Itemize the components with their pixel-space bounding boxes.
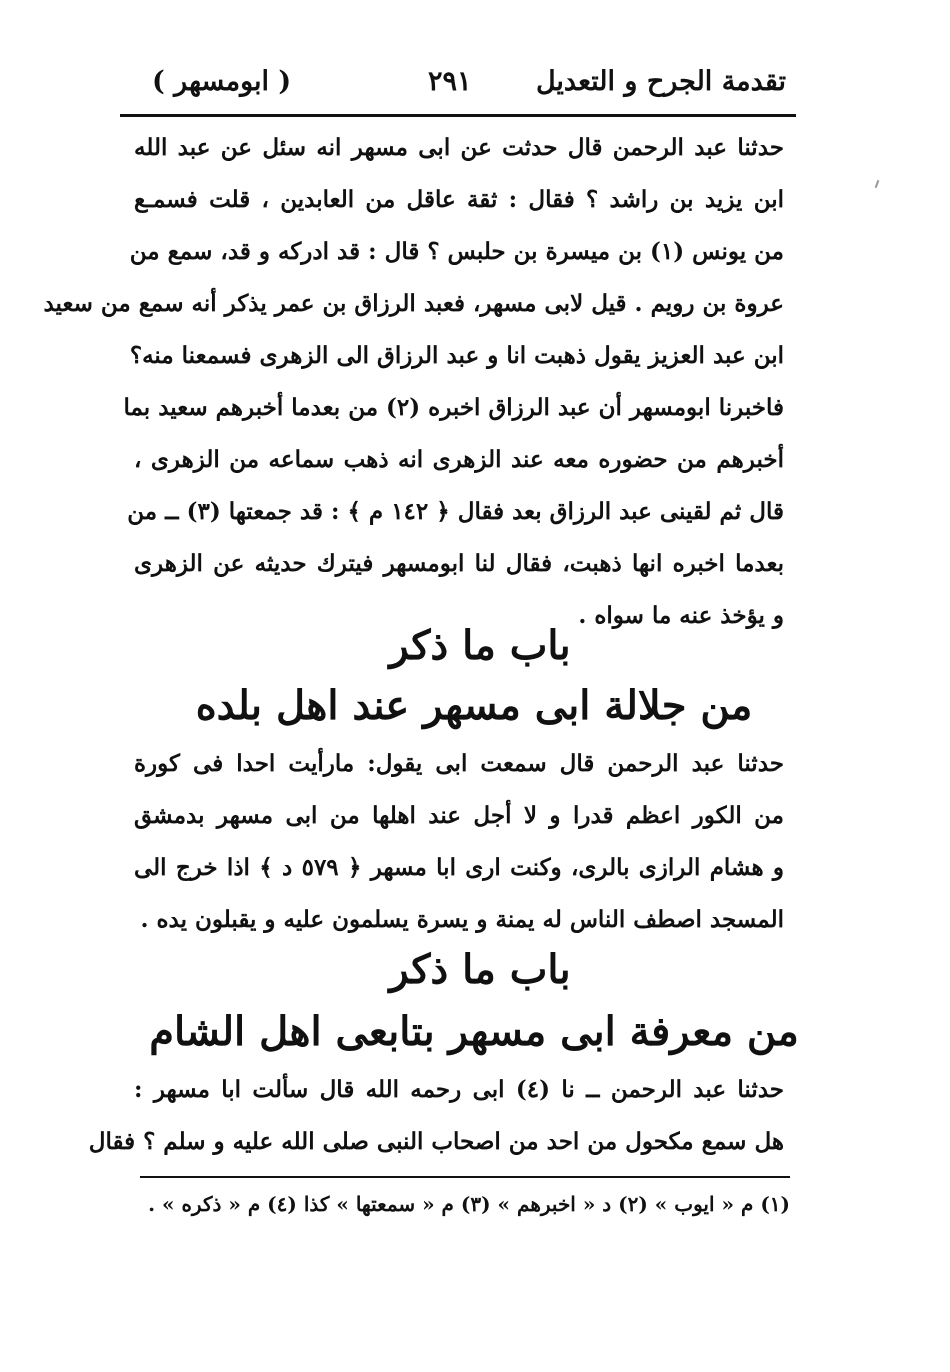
chapter-title-2-line-2: من معرفة ابى مسهر بتابعى اهل الشام	[149, 1008, 799, 1055]
text-line: و يؤخذ عنه ما سواه .	[578, 602, 784, 629]
footnote-rule	[140, 1176, 790, 1178]
text-line: حدثنا عبد الرحمن قال حدثت عن ابى مسهر انه سئل عن عبد الله	[134, 134, 784, 161]
paragraph-3	[88, 1064, 785, 1168]
text-line: أخبرهم من حضوره معه عند الزهرى انه ذهب سماعه من الزهرى ،	[134, 446, 784, 473]
chapter-title-2-line-1: باب ما ذكر	[389, 946, 571, 993]
text-line: هل سمع مكحول من احد من اصحاب النبى صلى الله عليه و سلم ؟ فقال	[88, 1128, 784, 1155]
paragraph-1	[43, 122, 784, 642]
scan-speck	[875, 180, 880, 188]
text-line: حدثنا عبد الرحمن قال سمعت ابى يقول: مارأيت احدا فى كورة	[134, 750, 784, 777]
text-line: ابن يزيد بن راشد ؟ فقال : ثقة عاقل من العابدين ، قلت فسمـع	[134, 186, 784, 213]
text-line: المسجد اصطف الناس له يمنة و يسرة يسلمون عليه و يقبلون يده .	[140, 906, 784, 933]
text-line: فاخبرنا ابومسهر أن عبد الرزاق اخبره (٢) من بعدما أخبرهم سعيد بما	[123, 394, 784, 421]
page-header	[122, 66, 794, 110]
header-rule	[120, 114, 796, 117]
chapter-title-1-line-1: باب ما ذكر	[389, 622, 571, 669]
chapter-title-1-line-2: من جلالة ابى مسهر عند اهل بلده	[195, 682, 753, 729]
page-number: ٢٩١	[428, 66, 472, 97]
paragraph-2	[134, 738, 784, 946]
text-line: قال ثم لقينى عبد الرزاق بعد فقال ﴿ ١٤٢ م ﴾ : قد جمعتها (٣) ــ من	[127, 498, 784, 525]
text-line: بعدما اخبره انها ذهبت، فقال لنا ابومسهر فيترك حديثه عن الزهرى	[134, 550, 784, 577]
text-line: ابن عبد العزيز يقول ذهبت انا و عبد الرزاق الى الزهرى فسمعنا منه؟	[129, 342, 784, 369]
running-title: تقدمة الجرح و التعديل	[535, 66, 786, 97]
text-line: حدثنا عبد الرحمن ــ نا (٤) ابى رحمه الله قال سألت ابا مسهر :	[134, 1076, 785, 1103]
text-line: و هشام الرازى بالرى، وكنت ارى ابا مسهر ﴿ ٥٧٩ د ﴾ اذا خرج الى	[134, 854, 784, 881]
text-line: من يونس (١) بن ميسرة بن حلبس ؟ قال : قد ادركه و قد، سمع من	[129, 238, 784, 265]
header-section-name: ( ابومسهر )	[152, 66, 292, 97]
footnotes: (١) م « ايوب » (٢) د « اخبرهم » (٣) م « سمعتها » كذا (٤) م « ذكره » .	[148, 1192, 790, 1216]
text-line: من الكور اعظم قدرا و لا أجل عند اهلها من ابى مسهر بدمشق	[134, 802, 784, 829]
text-line: عروة بن رويم . قيل لابى مسهر، فعبد الرزاق بن عمر يذكر أنه سمع من سعيد	[43, 290, 784, 317]
